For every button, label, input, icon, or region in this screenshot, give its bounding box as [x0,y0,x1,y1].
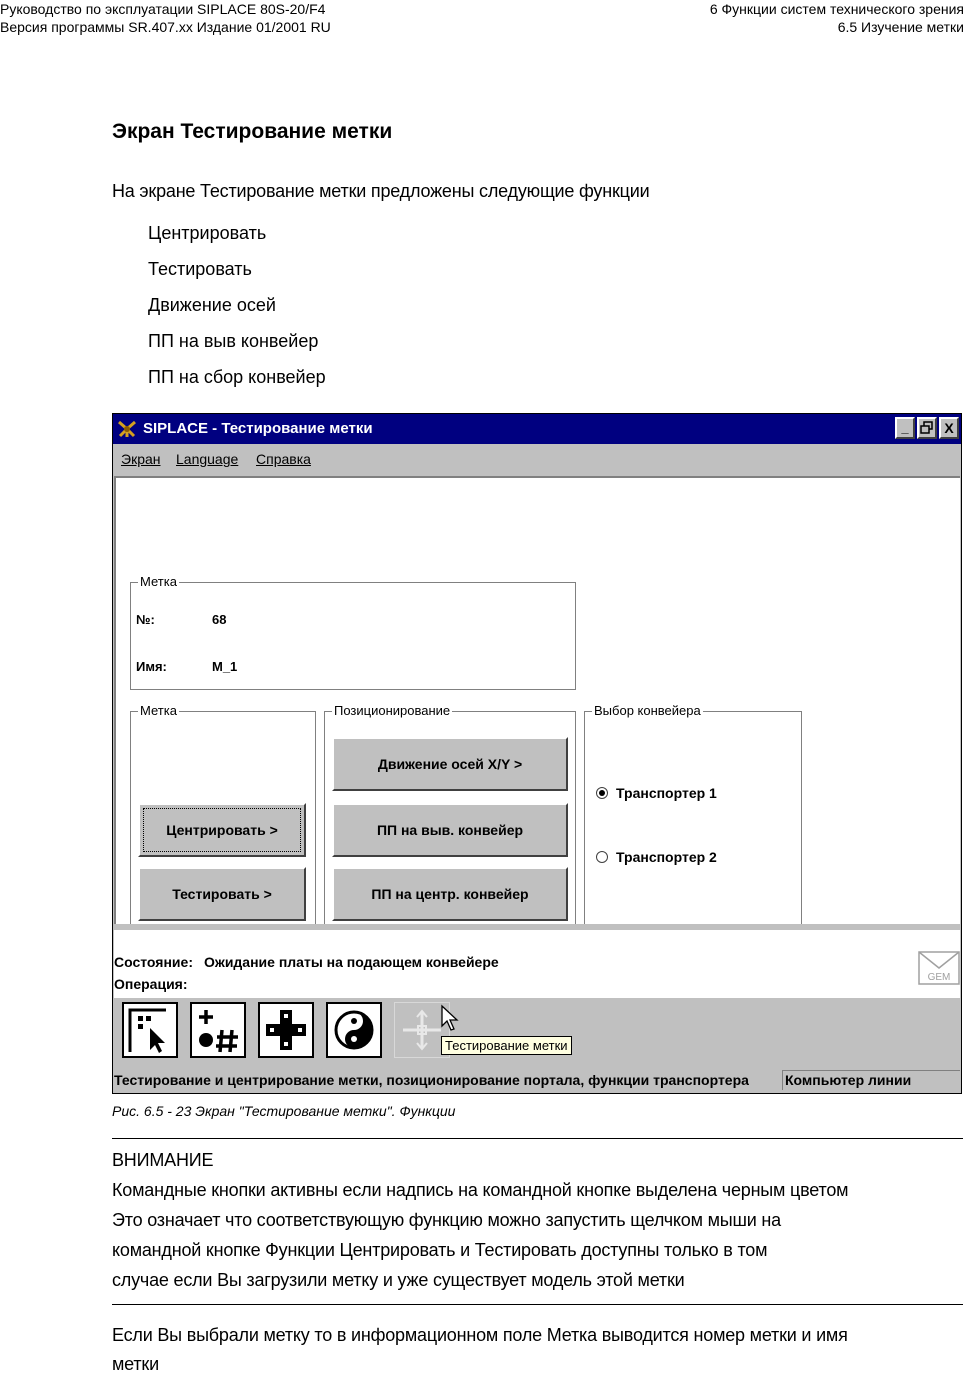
mark-name-label: Имя: [136,659,167,674]
restore-icon [920,421,934,435]
tooltip: Тестирование метки [441,1036,572,1055]
status-bar-station: Компьютер линии [785,1072,912,1088]
select-arrow-icon [124,1004,176,1056]
function-item: ПП на сбор конвейер [148,367,326,387]
attention-line: случае если Вы загрузили метку и уже существует модель этой метки [112,1270,685,1290]
conveyor-1-label[interactable]: Транспортер 1 [616,785,717,801]
menu-help[interactable]: Справка [256,451,311,467]
gem-mail-icon [918,948,960,986]
cross-move-icon [260,1004,312,1056]
header-doc-title: Руководство по эксплуатации SIPLACE 80S-20/F4 [0,1,326,17]
attention-line: командной кнопке Функции Центрировать и Тестировать доступны только в том [112,1240,768,1260]
center-button[interactable]: Центрировать > [138,803,306,857]
toolbar-yin-yang-button[interactable] [326,1002,382,1058]
positioning-group-label: Позиционирование [334,703,451,718]
attention-heading: ВНИМАНИЕ [112,1150,214,1170]
header-section: 6.5 Изучение метки [837,19,964,35]
toolbar-teach-button[interactable] [190,1002,246,1058]
conveyor-1-radio[interactable] [596,787,608,799]
conveyor-2-radio[interactable] [596,851,608,863]
menu-bar [113,444,961,474]
body-text-line: метки [112,1354,159,1374]
mark-group-label: Метка [140,703,177,718]
conveyor-select-group [584,711,802,924]
function-item: Тестировать [148,259,252,279]
window-title: SIPLACE - Тестирование метки [143,420,373,437]
close-button[interactable]: X [939,417,959,439]
divider-bottom [112,1304,963,1305]
restore-button[interactable] [917,417,937,439]
toolbar-cross-button[interactable] [258,1002,314,1058]
minimize-button[interactable]: _ [895,417,915,439]
mouse-cursor-icon [440,1004,460,1032]
toolbar-select-button[interactable] [122,1002,178,1058]
menu-screen[interactable]: Экран [121,451,161,467]
yin-yang-icon [328,1004,380,1056]
status-bar-description: Тестирование и центрирование метки, позиционирование портала, функции транспортера [114,1072,749,1088]
app-window [112,413,962,1094]
intro-text: На экране Тестирование метки предложены следующие функции [112,181,650,201]
axes-move-button[interactable]: Движение осей X/Y > [332,737,568,791]
header-version: Версия программы SR.407.xx Издание 01/2001 RU [0,19,331,35]
out-conveyor-button[interactable]: ПП на выв. конвейер [332,803,568,857]
teach-points-icon [192,1004,244,1056]
radio-selected-dot [599,790,605,796]
mark-info-group [130,582,576,690]
conveyor-2-label[interactable]: Транспортер 2 [616,849,717,865]
status-label: Состояние: [114,954,193,970]
mark-number-label: №: [136,612,155,627]
attention-line: Это означает что соответствующую функцию можно запустить щелчком мыши на [112,1210,781,1230]
section-title: Экран Тестирование метки [112,120,393,143]
title-bar [113,414,961,444]
toolbar [114,998,960,1062]
status-bar-panel [782,1070,960,1090]
mark-info-group-label: Метка [140,574,177,589]
divider-top [112,1138,963,1139]
operation-label: Операция: [114,976,188,992]
siplace-app-icon [117,419,137,439]
center-conveyor-button[interactable]: ПП на центр. конвейер [332,867,568,921]
function-item: Движение осей [148,295,276,315]
status-value: Ожидание платы на подающем конвейере [204,954,499,970]
function-item: Центрировать [148,223,267,243]
gem-label: GEM [927,972,951,983]
menu-language[interactable]: Language [176,451,239,467]
mark-name-value: M_1 [212,659,238,674]
figure-caption: Рис. 6.5 - 23 Экран "Тестирование метки". Функции [112,1103,456,1119]
test-button[interactable]: Тестировать > [138,867,306,921]
body-text-line: Если Вы выбрали метку то в информационном поле Метка выводится номер метки и имя [112,1325,848,1345]
status-area [114,930,960,998]
function-item: ПП на выв конвейер [148,331,319,351]
attention-line: Командные кнопки активны если надпись на командной кнопке выделена черным цветом [112,1180,849,1200]
conveyor-select-group-label: Выбор конвейера [594,703,701,718]
client-area [114,476,960,924]
status-bar [114,1070,960,1092]
mark-number-value: 68 [212,612,227,627]
header-chapter: 6 Функции систем технического зрения [709,1,964,17]
